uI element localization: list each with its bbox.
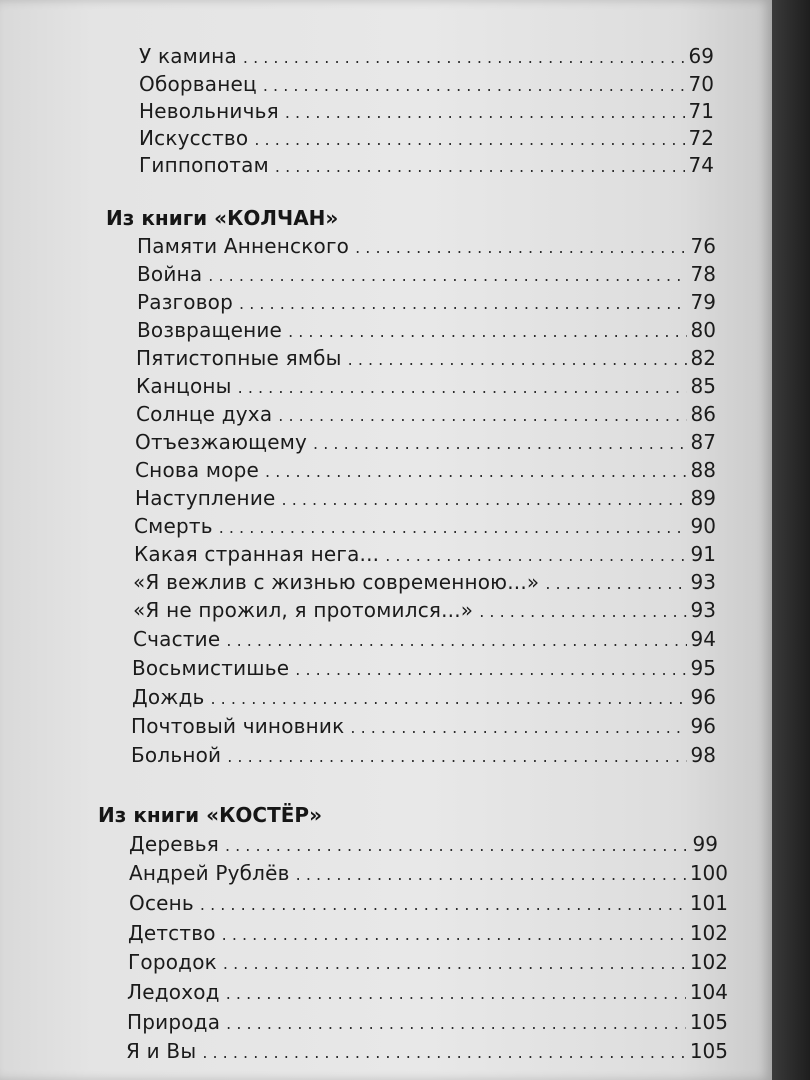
toc-entry [133, 568, 716, 596]
leader-dots [226, 1010, 686, 1038]
leader-dots [348, 346, 687, 374]
toc-entry [129, 830, 718, 858]
leader-dots [200, 891, 686, 919]
toc-entry-page: 74 [688, 153, 714, 177]
toc-entry-title: Восьмистишье [132, 656, 290, 680]
toc-entry-title: Возвращение [137, 318, 283, 342]
leader-dots [254, 126, 684, 154]
toc-entry-page: 100 [689, 861, 728, 885]
toc-entry-page: 96 [690, 685, 716, 709]
leader-dots [202, 1039, 685, 1067]
toc-entry-page: 70 [688, 72, 714, 96]
toc-entry [137, 316, 716, 344]
toc-entry [139, 97, 714, 125]
toc-entry [127, 1008, 728, 1036]
toc-entry [129, 859, 728, 887]
toc-entry-title: Отъезжающему [135, 430, 308, 454]
leader-dots [239, 290, 687, 318]
toc-entry [136, 400, 716, 428]
leader-dots [275, 153, 685, 181]
toc-entry [128, 948, 728, 976]
toc-entry-title: Памяти Анненского [137, 234, 350, 258]
toc-entry-title: Снова море [135, 458, 260, 482]
book-gutter [772, 0, 810, 1080]
leader-dots [226, 980, 686, 1008]
toc-entry-page: 87 [690, 430, 716, 454]
toc-entry-page: 93 [690, 570, 716, 594]
toc-entry-page: 105 [689, 1010, 728, 1034]
toc-entry-title: Оборванец [139, 72, 257, 96]
toc-entry-page: 91 [690, 542, 716, 566]
toc-entry [137, 232, 716, 260]
toc-entry [136, 344, 716, 372]
leader-dots [479, 598, 686, 626]
toc-entry-title: Природа [127, 1010, 221, 1034]
toc-entry [136, 372, 716, 400]
leader-dots [219, 514, 687, 542]
toc-entry [129, 889, 728, 917]
toc-entry-title: Солнце духа [136, 402, 273, 426]
toc-entry [139, 124, 714, 152]
toc-entry [133, 625, 716, 653]
toc-entry-page: 98 [690, 743, 716, 767]
toc-entry-title: Детство [128, 921, 216, 945]
toc-entry-page: 94 [690, 627, 716, 651]
section-heading: Из книги «КОСТЁР» [98, 803, 322, 827]
toc-entry-title: Почтовый чиновник [131, 714, 345, 738]
toc-entry-page: 93 [690, 598, 716, 622]
toc-entry-page: 71 [688, 99, 714, 123]
toc-entry-page: 76 [690, 234, 716, 258]
toc-entry-page: 95 [690, 656, 716, 680]
toc-entry-title: Деревья [129, 832, 219, 856]
toc-entry [135, 456, 716, 484]
leader-dots [545, 570, 686, 598]
leader-dots [288, 318, 686, 346]
toc-entry-title: Дождь [132, 685, 205, 709]
toc-entry-page: 72 [688, 126, 714, 150]
leader-dots [350, 714, 686, 742]
toc-entry [139, 42, 714, 70]
toc-entry [137, 288, 716, 316]
toc-entry-page: 85 [690, 374, 716, 398]
leader-dots [265, 458, 687, 486]
toc-entry-title: Искусство [139, 126, 249, 150]
toc-entry-title: Наступление [135, 486, 276, 510]
toc-entry [135, 484, 716, 512]
toc-entry-page: 89 [690, 486, 716, 510]
toc-entry-title: Разговор [137, 290, 234, 314]
toc-entry [137, 260, 716, 288]
toc-entry-title: Пятистопные ямбы [136, 346, 342, 370]
toc-entry [134, 540, 716, 568]
toc-entry-page: 101 [689, 891, 728, 915]
leader-dots [313, 430, 687, 458]
toc-entry-title: Осень [129, 891, 194, 915]
toc-entry-page: 86 [690, 402, 716, 426]
leader-dots [295, 656, 686, 684]
toc-entry-page: 79 [690, 290, 716, 314]
toc-entry [139, 70, 714, 98]
toc-entry [126, 1037, 728, 1065]
toc-entry [131, 741, 716, 769]
toc-entry-page: 80 [690, 318, 716, 342]
toc-entry-title: Ледоход [127, 980, 220, 1004]
toc-entry [131, 712, 716, 740]
toc-entry-title: Канцоны [136, 374, 232, 398]
leader-dots [222, 921, 686, 949]
leader-dots [263, 72, 685, 100]
section-heading: Из книги «КОЛЧАН» [106, 206, 339, 230]
toc-entry-title: Я и Вы [126, 1039, 197, 1063]
toc-entry-page: 105 [689, 1039, 728, 1063]
toc-entry-page: 69 [688, 44, 714, 68]
toc-entry [127, 978, 728, 1006]
leader-dots [227, 743, 686, 771]
toc-entry [134, 512, 716, 540]
toc-entry-title: Какая странная нега... [134, 542, 380, 566]
toc-entry-page: 102 [689, 921, 728, 945]
leader-dots [296, 861, 686, 889]
toc-entry-page: 102 [689, 950, 728, 974]
toc-entry-title: «Я не прожил, я протомился...» [133, 598, 474, 622]
leader-dots [285, 99, 685, 127]
leader-dots [355, 234, 686, 262]
toc-entry-page: 104 [689, 980, 728, 1004]
toc-entry-page: 82 [690, 346, 716, 370]
toc-entry [132, 683, 716, 711]
toc-entry-page: 88 [690, 458, 716, 482]
toc-entry [128, 919, 728, 947]
toc-entry-page: 78 [690, 262, 716, 286]
leader-dots [282, 486, 687, 514]
leader-dots [226, 627, 686, 655]
toc-entry-title: Андрей Рублёв [129, 861, 290, 885]
toc-entry-title: Невольничья [139, 99, 279, 123]
leader-dots [208, 262, 686, 290]
leader-dots [385, 542, 686, 570]
toc-entry-title: Война [137, 262, 203, 286]
toc-entry [133, 596, 716, 624]
leader-dots [225, 832, 689, 860]
toc-entry [132, 654, 716, 682]
leader-dots [223, 950, 686, 978]
toc-entry-title: У камина [139, 44, 237, 68]
toc-entry-page: 99 [692, 832, 718, 856]
toc-entry-title: Смерть [134, 514, 213, 538]
toc-entry-title: Гиппопотам [139, 153, 269, 177]
toc-entry-title: Городок [128, 950, 217, 974]
leader-dots [243, 44, 685, 72]
leader-dots [211, 685, 687, 713]
toc-entry [139, 151, 714, 179]
toc-entry-page: 96 [690, 714, 716, 738]
toc-entry-title: Больной [131, 743, 222, 767]
leader-dots [278, 402, 686, 430]
toc-entry-page: 90 [690, 514, 716, 538]
toc-entry [135, 428, 716, 456]
toc-entry-title: Счастие [133, 627, 221, 651]
leader-dots [238, 374, 687, 402]
toc-entry-title: «Я вежлив с жизнью современною...» [133, 570, 540, 594]
